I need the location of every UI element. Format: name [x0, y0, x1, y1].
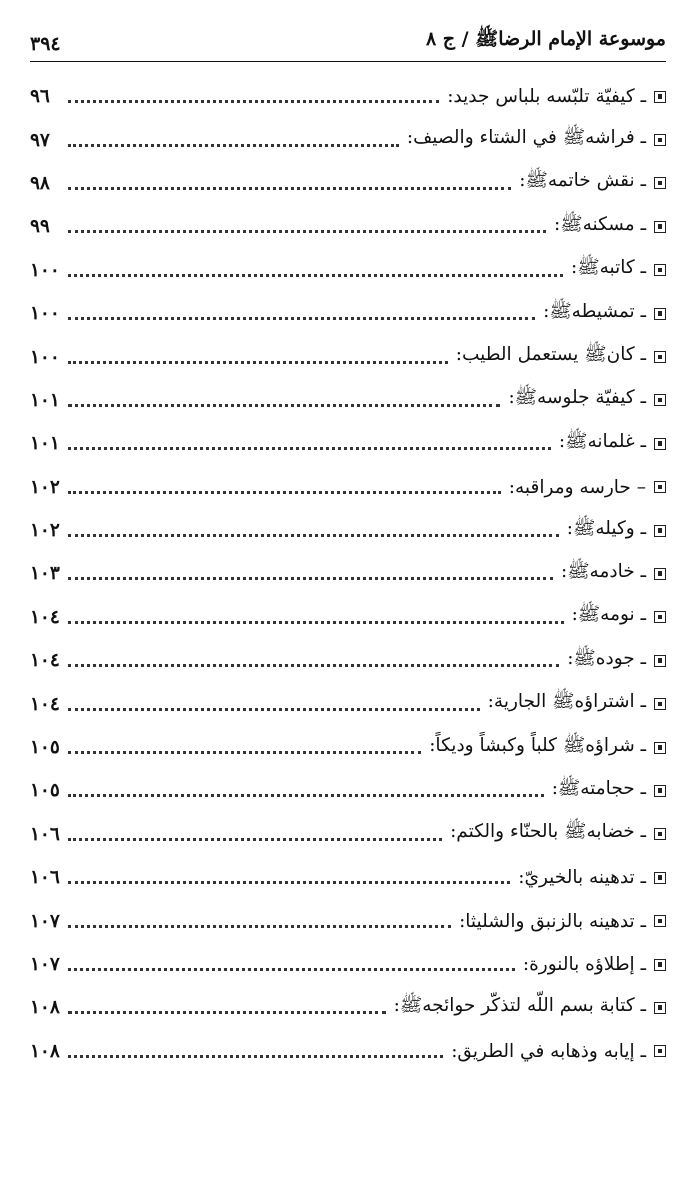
toc-entry-title: ـ جودهﷺ:	[567, 647, 646, 669]
square-bullet-icon	[654, 698, 666, 710]
toc-entry	[30, 769, 666, 812]
dot-leader	[68, 577, 553, 580]
square-bullet-icon	[654, 828, 666, 840]
square-bullet-icon	[654, 568, 666, 580]
toc-entry-title: ـ كيفيّة تلبّسه بلباس جديد:	[447, 86, 646, 108]
dot-leader	[68, 447, 551, 450]
toc-entry	[30, 682, 666, 725]
dot-leader	[68, 794, 544, 797]
dot-leader	[68, 664, 559, 667]
toc-entry-title: ـ حجامتهﷺ:	[551, 777, 646, 799]
square-bullet-icon	[654, 351, 666, 363]
toc-entry	[30, 596, 666, 639]
toc-entry-page-number: ١٠٦	[30, 823, 60, 845]
square-bullet-icon	[654, 177, 666, 189]
square-bullet-icon	[654, 308, 666, 320]
toc-entry-title: ـ كيفيّة جلوسهﷺ:	[508, 387, 646, 409]
toc-entry	[30, 422, 666, 465]
dot-leader	[68, 621, 564, 624]
toc-entry-title: ـ غلمانهﷺ:	[558, 430, 646, 452]
toc-entry-title: ـ تمشيطهﷺ:	[543, 300, 646, 322]
toc-entry-title: ـ خضابهﷺ بالحنّاء والكتم:	[450, 821, 646, 843]
dot-leader	[68, 534, 559, 537]
dot-leader	[68, 100, 439, 103]
toc-entry-page-number: ١٠٥	[30, 737, 60, 759]
dot-leader	[68, 925, 451, 928]
dot-leader	[68, 881, 510, 884]
toc-entry-page-number: ١٠٠	[30, 346, 60, 368]
toc-entry	[30, 552, 666, 595]
toc-entry-title: ـ إطلاؤه بالنورة:	[522, 954, 646, 975]
square-bullet-icon	[654, 785, 666, 797]
square-bullet-icon	[654, 655, 666, 667]
square-bullet-icon	[654, 611, 666, 623]
toc-entry	[30, 205, 666, 248]
toc-entry-page-number: ١٠٣	[30, 563, 60, 585]
toc-entry-page-number: ١٠٢	[30, 520, 60, 542]
dot-leader	[68, 187, 511, 190]
square-bullet-icon	[654, 915, 666, 927]
square-bullet-icon	[654, 438, 666, 450]
toc-entry-page-number: ١٠٤	[30, 693, 60, 715]
dot-leader	[68, 968, 515, 971]
square-bullet-icon	[654, 481, 666, 493]
dot-leader	[68, 708, 480, 711]
dot-leader	[68, 491, 501, 494]
toc-entry	[30, 639, 666, 682]
toc-entry-title: ـ نقش خاتمهﷺ:	[519, 170, 646, 192]
square-bullet-icon	[654, 1045, 666, 1057]
toc-entry-page-number: ١٠٥	[30, 780, 60, 802]
toc-entry-title: ـ وكيلهﷺ:	[566, 517, 646, 539]
toc-entry	[30, 986, 666, 1029]
toc-entry-page-number: ٩٦	[30, 86, 50, 108]
toc-entry	[30, 292, 666, 335]
toc-entry-page-number: ١٠٤	[30, 606, 60, 628]
toc-entry	[30, 335, 666, 378]
toc-entry-page-number: ١٠٧	[30, 910, 60, 932]
toc-entry-title: ـ كتابة بسم اللّه لتذكّر حوائجهﷺ:	[393, 994, 646, 1016]
dot-leader	[68, 838, 442, 841]
toc-entry	[30, 75, 666, 118]
page-number: ٣٩٤	[30, 33, 61, 55]
toc-entry	[30, 899, 666, 942]
dot-leader	[68, 274, 563, 277]
square-bullet-icon	[654, 959, 666, 971]
toc-entry-title: ـ تدهينه بالزنبق والشليثا:	[459, 910, 646, 932]
square-bullet-icon	[654, 525, 666, 537]
dot-leader	[68, 361, 448, 364]
toc-entry-page-number: ١٠٠	[30, 259, 60, 281]
running-header	[30, 0, 666, 62]
toc-entry-page-number: ٩٧	[30, 129, 50, 151]
square-bullet-icon	[654, 1002, 666, 1014]
toc-entry-page-number: ١٠٨	[30, 997, 60, 1019]
toc-entry-page-number: ١٠٤	[30, 650, 60, 672]
toc-entry	[30, 1030, 666, 1073]
toc-entry-title: ـ إيابه وذهابه في الطريق:	[451, 1040, 646, 1062]
toc-entry	[30, 726, 666, 769]
square-bullet-icon	[654, 264, 666, 276]
toc-entry	[30, 118, 666, 161]
toc-entry-page-number: ١٠٨	[30, 1040, 60, 1062]
dot-leader	[68, 230, 546, 233]
toc-entry-title: ـ فراشهﷺ في الشتاء والصيف:	[406, 127, 646, 149]
toc-entry-page-number: ١٠١	[30, 389, 60, 411]
toc-entry	[30, 509, 666, 552]
toc-entry-page-number: ١٠١	[30, 433, 60, 455]
toc-entry	[30, 466, 666, 509]
toc-entry-title: ـ اشتراؤهﷺ الجارية:	[487, 691, 646, 713]
toc-entry-title: ـ كاتبهﷺ:	[571, 257, 646, 279]
square-bullet-icon	[654, 221, 666, 233]
dot-leader	[68, 317, 535, 320]
square-bullet-icon	[654, 872, 666, 884]
square-bullet-icon	[654, 742, 666, 754]
toc-entry	[30, 813, 666, 856]
dot-leader	[68, 144, 399, 147]
toc-entry-page-number: ٩٨	[30, 172, 50, 194]
toc-entry-title: ـ نومهﷺ:	[571, 604, 646, 626]
toc-entry-title: ـ كانﷺ يستعمل الطيب:	[455, 344, 646, 366]
toc-entry-title: ـ مسكنهﷺ:	[553, 213, 646, 235]
toc-entry-page-number: ١٠٢	[30, 476, 60, 498]
toc-entry-page-number: ١٠٠	[30, 303, 60, 325]
toc-entry-title: ـ شراؤهﷺ كلباً وكبشاً وديكاً:	[429, 734, 646, 756]
toc-entry	[30, 162, 666, 205]
toc-entry-title: ـ تدهينه بالخيريّ:	[518, 867, 646, 889]
table-of-contents	[30, 62, 666, 1073]
square-bullet-icon	[654, 91, 666, 103]
toc-entry	[30, 249, 666, 292]
toc-entry	[30, 379, 666, 422]
dot-leader	[68, 404, 500, 407]
toc-entry	[30, 856, 666, 899]
toc-entry-page-number: ١٠٦	[30, 867, 60, 889]
dot-leader	[68, 1055, 443, 1058]
dot-leader	[68, 751, 421, 754]
toc-entry-page-number: ١٠٧	[30, 954, 60, 975]
toc-entry	[30, 943, 666, 986]
toc-entry-page-number: ٩٩	[30, 216, 50, 238]
square-bullet-icon	[654, 394, 666, 406]
dot-leader	[68, 1011, 386, 1014]
toc-entry-title: – حارسه ومراقبه:	[508, 476, 646, 498]
square-bullet-icon	[654, 134, 666, 146]
book-title: موسوعة الإمام الرضاﷺ / ج ٨	[425, 28, 666, 50]
toc-entry-title: ـ خادمهﷺ:	[560, 560, 646, 582]
